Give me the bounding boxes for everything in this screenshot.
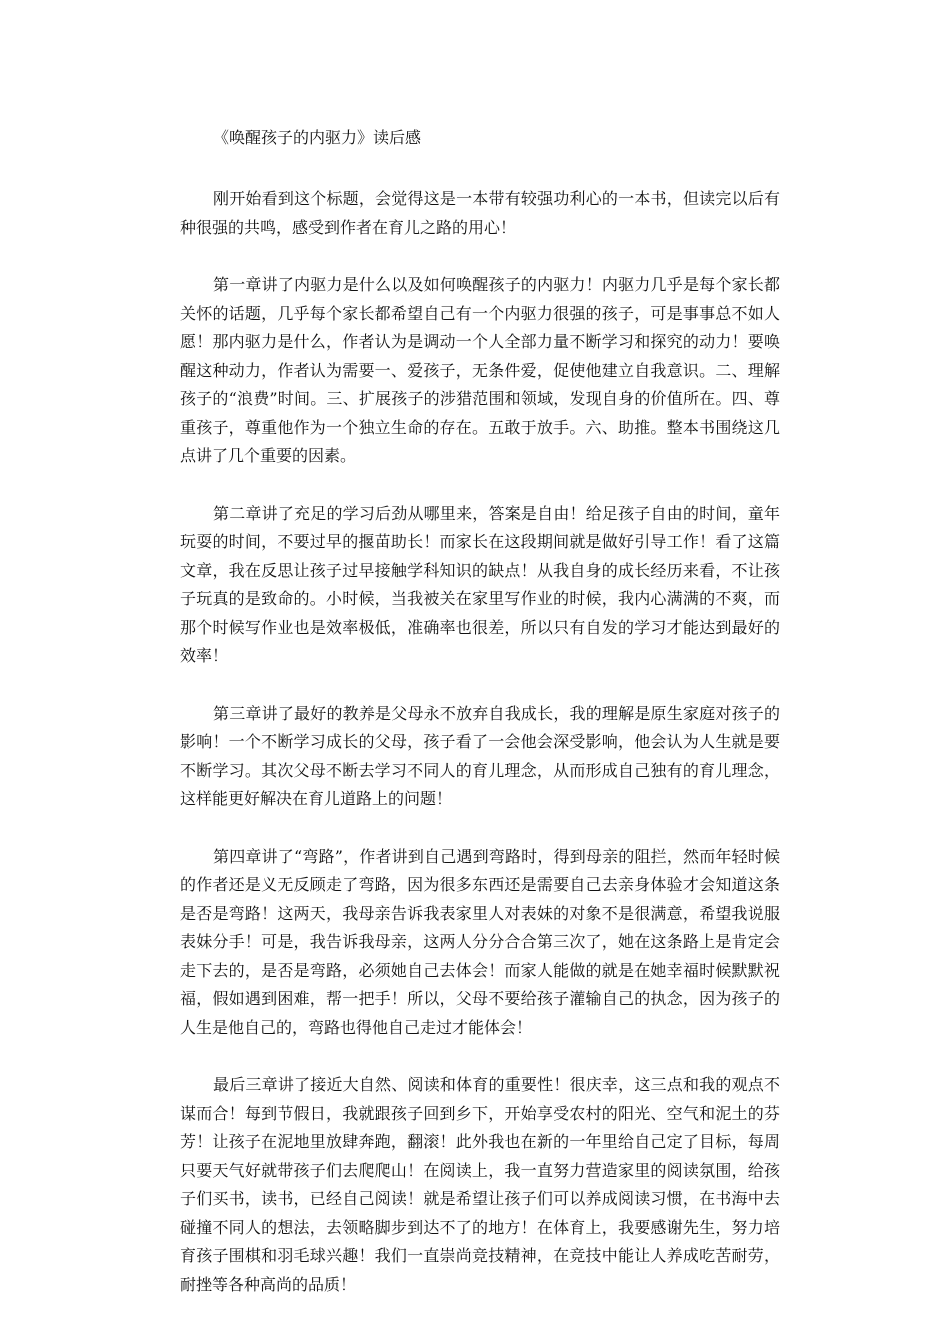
paragraph-intro: 刚开始看到这个标题，会觉得这是一本带有较强功利心的一本书，但读完以后有种很强的共鸣，感受到作者在育儿之路的用心！ bbox=[180, 189, 780, 237]
paragraph-chapter-1: 第一章讲了内驱力是什么以及如何唤醒孩子的内驱力！内驱力几乎是每个家长都关怀的话题，几乎每个家长都希望自己有一个内驱力很强的孩子，可是事事总不如人愿！那内驱力是什么，作者认为是调动一个人全部力量不断学习和探究的动力！要唤醒这种动力，作者认为需要一、爱孩子，无条件爱，促使他建立自我意识。二、理解孩子的“浪费”时间。三、扩展孩子的涉猎范围和领域，发现自身的价值所在。四、尊重孩子，尊重他作为一个独立生命的存在。五敢于放手。六、助推。整本书围绕这几点讲了几个重要的因素。 bbox=[180, 275, 780, 465]
paragraph-chapter-3: 第三章讲了最好的教养是父母永不放弃自我成长，我的理解是原生家庭对孩子的影响！一个不断学习成长的父母，孩子看了一会他会深受影响，他会认为人生就是要不断学习。其次父母不断去学习不同人的育儿理念，从而形成自己独有的育儿理念，这样能更好解决在育儿道路上的问题！ bbox=[180, 703, 780, 808]
paragraph-chapter-2: 第二章讲了充足的学习后劲从哪里来，答案是自由！给足孩子自由的时间，童年玩耍的时间，不要过早的揠苗助长！而家长在这段期间就是做好引导工作！看了这篇文章，我在反思让孩子过早接触学科知识的缺点！从我自身的成长经历来看，不让孩子玩真的是致命的。小时候，当我被关在家里写作业的时候，我内心满满的不爽，而那个时候写作业也是效率极低，准确率也很差，所以只有自发的学习才能达到最好的效率！ bbox=[180, 503, 780, 665]
document-title: 《唤醒孩子的内驱力》读后感 bbox=[213, 128, 422, 147]
document-body bbox=[180, 124, 780, 1328]
paragraph-final-chapters: 最后三章讲了接近大自然、阅读和体育的重要性！很庆幸，这三点和我的观点不谋而合！每到节假日，我就跟孩子回到乡下，开始享受农村的阳光、空气和泥土的芬芳！让孩子在泥地里放肆奔跑，翻滚！此外我也在新的一年里给自己定了目标，每周只要天气好就带孩子们去爬爬山！在阅读上，我一直努力营造家里的阅读氛围，给孩子们买书，读书，已经自己阅读！就是希望让孩子们可以养成阅读习惯，在书海中去碰撞不同人的想法，去领略脚步到达不了的地方！在体育上，我要感谢先生，努力培育孩子围棋和羽毛球兴趣！我们一直崇尚竞技精神，在竞技中能让人养成吃苦耐劳，耐挫等各种高尚的品质！ bbox=[180, 1075, 780, 1294]
paragraph-chapter-4: 第四章讲了“弯路”，作者讲到自己遇到弯路时，得到母亲的阻拦，然而年轻时候的作者还是义无反顾走了弯路，因为很多东西还是需要自己去亲身体验才会知道这条是否是弯路！这两天，我母亲告诉我表家里人对表妹的对象不是很满意，希望我说服表妹分手！可是，我告诉我母亲，这两人分分合合第三次了，她在这条路上是肯定会走下去的，是否是弯路，必须她自己去体会！而家人能做的就是在她幸福时候默默祝福，假如遇到困难，帮一把手！所以，父母不要给孩子灌输自己的执念，因为孩子的人生是他自己的，弯路也得他自己走过才能体会！ bbox=[180, 846, 780, 1037]
